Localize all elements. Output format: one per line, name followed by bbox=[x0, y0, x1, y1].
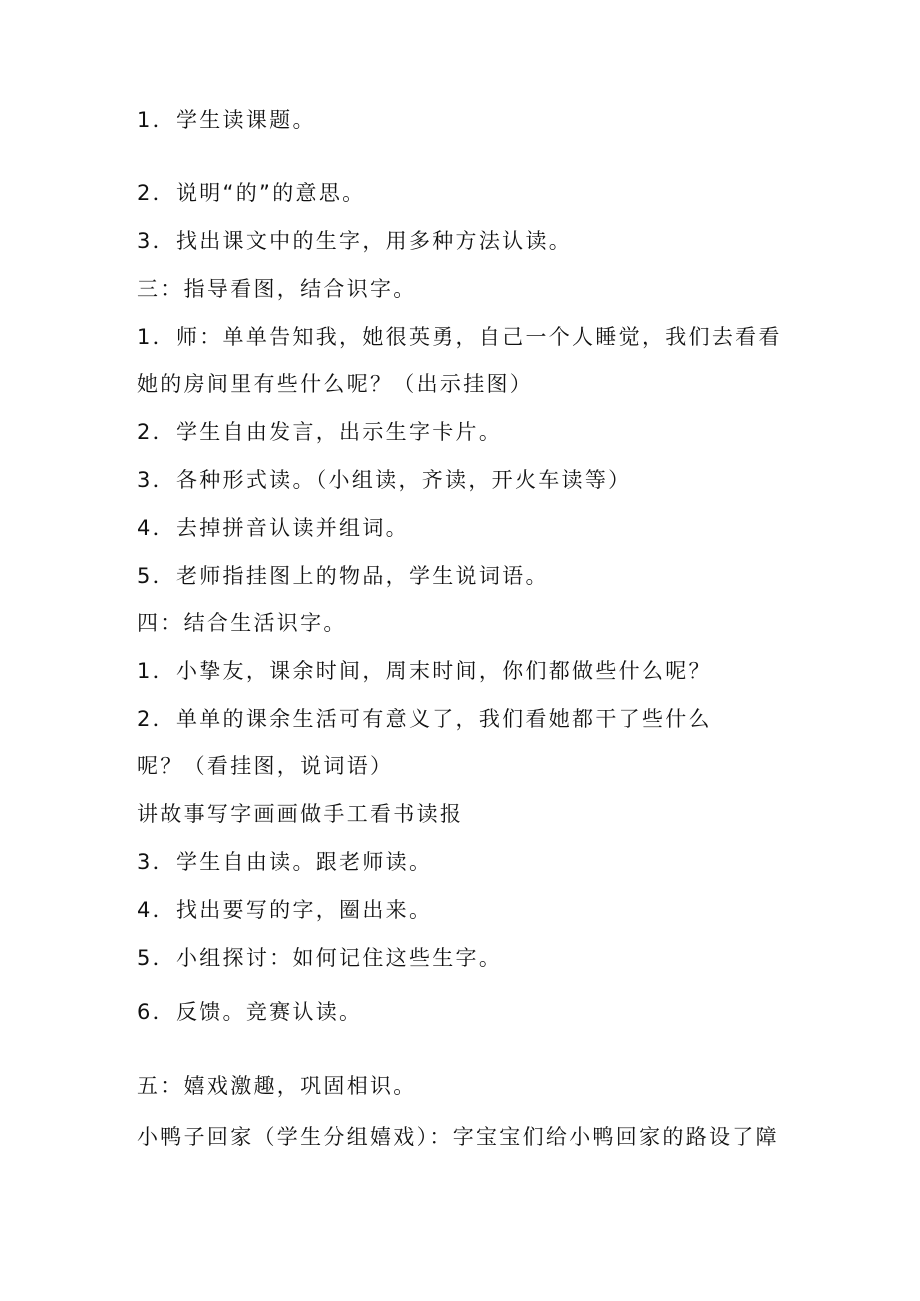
step-free-read: 3．学生自由读。跟老师读。 bbox=[137, 850, 433, 874]
step-feedback: 6．反馈。竞赛认读。 bbox=[137, 1000, 363, 1024]
activity-duckling-game: 小鸭子回家（学生分组嬉戏）：字宝宝们给小鸭回家的路设了障 bbox=[137, 1125, 779, 1149]
step-circle-characters: 4．找出要写的字，圈出来。 bbox=[137, 898, 433, 922]
step-various-reading: 3．各种形式读。（小组读，齐读，开火车读等） bbox=[137, 468, 632, 492]
step-students-speak: 2．学生自由发言，出示生字卡片。 bbox=[137, 420, 503, 444]
section-four-heading: 四：结合生活识字。 bbox=[137, 611, 347, 635]
step-group-discussion: 5．小组探讨：如何记住这些生字。 bbox=[137, 946, 503, 970]
step-teacher-points: 5．老师指挂图上的物品，学生说词语。 bbox=[137, 564, 549, 588]
section-five-heading: 五：嬉戏激趣，巩固相识。 bbox=[137, 1074, 417, 1098]
step-remove-pinyin: 4．去掉拼音认读并组词。 bbox=[137, 516, 409, 540]
step-teacher-intro: 1．师：单单告知我，她很英勇，自己一个人睡觉，我们去看看 bbox=[137, 325, 782, 349]
section-three-heading: 三：指导看图，结合识字。 bbox=[137, 277, 417, 301]
step-explain-de: 2．说明“的”的意思。 bbox=[137, 181, 366, 205]
step-free-time-question: 1．小挚友，课余时间，周末时间，你们都做些什么呢？ bbox=[137, 659, 712, 683]
step-read-title: 1．学生读课题。 bbox=[137, 108, 316, 132]
step-teacher-intro-cont: 她的房间里有些什么呢？（出示挂图） bbox=[137, 372, 534, 396]
step-find-new-characters: 3．找出课文中的生字，用多种方法认读。 bbox=[137, 229, 573, 253]
activity-word-list: 讲故事写字画画做手工看书读报 bbox=[137, 802, 464, 826]
step-dandan-activities-cont: 呢？（看挂图，说词语） bbox=[137, 754, 394, 778]
step-dandan-activities: 2．单单的课余生活可有意义了，我们看她都干了些什么 bbox=[137, 707, 712, 731]
